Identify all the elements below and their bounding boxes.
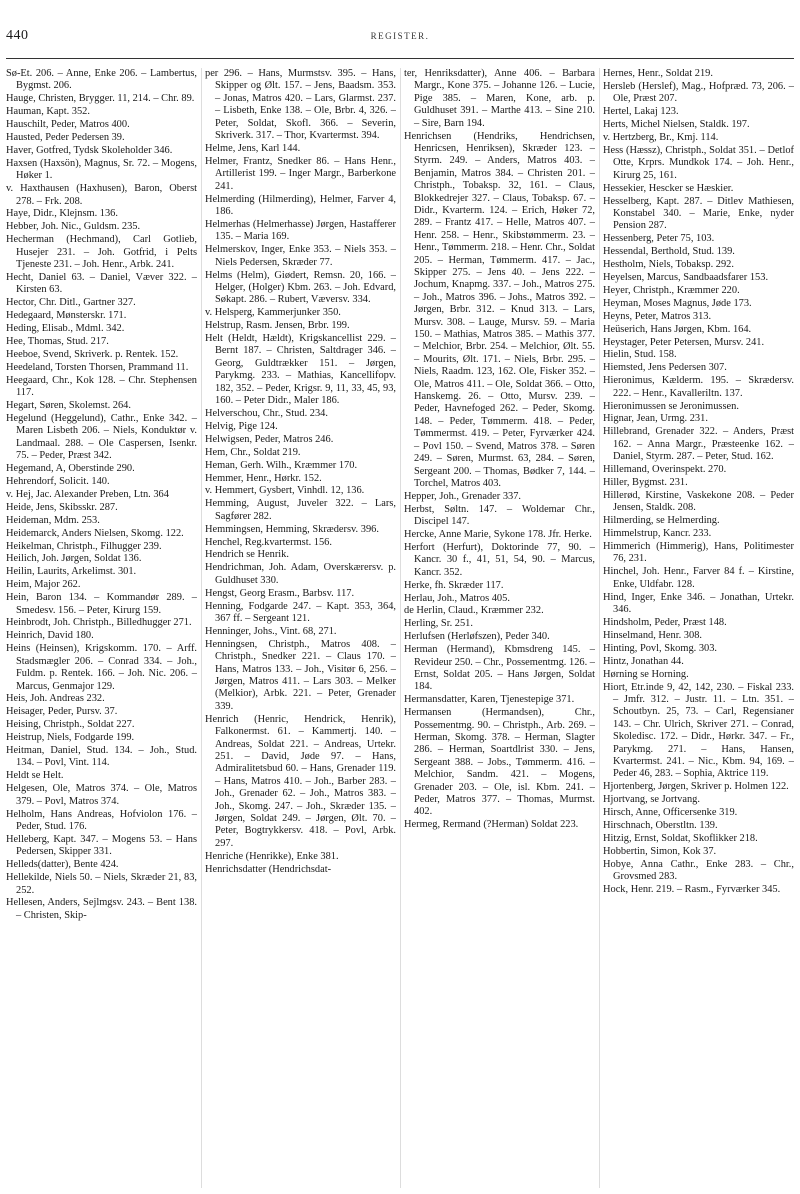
index-entry: Hesselberg, Kapt. 287. – Ditlev Mathiesen, Konstabel 340. – Marie, Enke, nyder Pension 287. [603,195,794,232]
index-entry: Heding, Elisab., Mdml. 342. [6,323,125,335]
header-rule [6,58,794,59]
index-entry: Heideman, Mdm. 253. [6,514,100,526]
index-entry: Hørning se Horning. [603,668,689,680]
index-entry: Heilich, Joh. Jørgen, Soldat 136. [6,553,142,565]
index-entry: Hillemand, Overinspekt. 270. [603,464,727,476]
index-entry: Hintz, Jonathan 44. [603,655,684,667]
index-entry: Helmerding (Hilmerding), Helmer, Farver 4, 186. [205,193,396,217]
index-entry: per 296. – Hans, Murmstsv. 395. – Hans, Skipper og Ølt. 157. – Jens, Baadsm. 353. – Jonas, Matros 420. – Lars, Glarmst. 237. – Lisbeth, Enke 138. – Ole, Brbr. 4, 326. – Peter, Soldat, Skofl. 366. – Severin, Skriverk. 317. – Thor, Kvartermst. 394. [205,68,396,142]
index-entry: Helms (Helm), Giødert, Remsn. 20, 166. – Helger, (Holger) Kbm. 263. – Joh. Edvard, Søkapt. 286. – Rubert, Væversv. 334. [205,269,396,306]
index-columns [6,68,794,1188]
index-entry: Hauman, Kapt. 352. [6,106,90,118]
index-entry: Himmelstrup, Kancr. 233. [603,528,712,540]
index-entry: ter, Henriksdatter), Anne 406. – Barbara Margr., Kone 375. – Johanne 126. – Lucie, Pige 385. – Maren, Kone, arb. p. Guldhuset 391. – Marthe 413. – Sine 210. – Sire, Barn 194. [404,68,595,129]
index-entry: Hobbertin, Simon, Kok 37. [603,845,717,857]
index-entry: Hegart, Søren, Skolemst. 264. [6,400,131,412]
index-entry: Heedeland, Torsten Thorsen, Prammand 11. [6,361,189,373]
index-entry: Hignar, Jean, Urmg. 231. [603,413,708,425]
index-entry: Hess (Hæssz), Christph., Soldat 351. – Detlof Otte, Krprs. Mundkok 174. – Joh. Henr., Kirurg 25, 161. [603,144,794,181]
index-entry: Helmer, Frantz, Snedker 86. – Hans Henr., Artillerist 199. – Inger Margr., Barberkone 241. [205,155,396,192]
index-entry: Hessendal, Berthold, Stud. 139. [603,246,735,258]
index-entry: Heins (Heinsen), Krigskomm. 170. – Arff. Stadsmægler 206. – Conrad 334. – Joh., Fuldm. p. Rentek. 166. – Joh. Nic. 206. – Marcus, Genmajor 129. [6,643,197,692]
index-entry: Hegemand, A, Oberstinde 290. [6,463,135,475]
index-entry: Helverschou, Chr., Stud. 234. [205,407,328,419]
index-entry: Hjortvang, se Jortvang. [603,794,700,806]
index-entry: v. Haxthausen (Haxhusen), Baron, Oberst 278. – Frk. 208. [6,183,197,207]
index-entry: Herfort (Herfurt), Doktorinde 77, 90. – Kancr. 30 f., 41, 51, 54, 90. – Marcus, Kancr. 352. [404,541,595,578]
index-entry: Henninger, Johs., Vint. 68, 271. [205,625,337,637]
index-entry: Helvig, Pige 124. [205,420,278,432]
index-entry: Herlufsen (Herløfszen), Peder 340. [404,631,550,643]
running-head: REGISTER. [370,31,430,41]
index-entry: Heikelman, Christph., Filhugger 239. [6,540,162,552]
index-entry: Herts, Michel Nielsen, Staldk. 197. [603,119,750,131]
index-entry: Hestholm, Niels, Tobaksp. 292. [603,259,734,271]
index-entry: Hiller, Bygmst. 231. [603,477,688,488]
index-entry: Heising, Christph., Soldat 227. [6,719,135,731]
index-entry: Hertel, Lakaj 123. [603,106,679,118]
index-entry: Hernes, Henr., Soldat 219. [603,68,713,79]
index-entry: Herman (Hermand), Kbmsdreng 145. – Revideur 250. – Chr., Possementmg. 126. – Ernst, Soldat 205. – Hans Jørgen, Soldat 184. [404,644,595,693]
index-entry: Herbst, Søltn. 147. – Woldemar Chr., Discipel 147. [404,503,595,528]
index-entry: Helmerskov, Inger, Enke 353. – Niels 353. – Niels Pedersen, Skræder 77. [205,244,396,268]
index-entry: Henrich (Henric, Hendrick, Henrik), Falkonermst. 61. – Kammertj. 140. – Andreas, Soldat 221. – Andreas, Urtekr. 251. – David, Jøde 97. – Hans, Admiralitetsbud 60. – Hans, Grenader 119. – Hans, Matros 410. – Joh., Barber 283. – Joh., Grenader 62. – Joh., Matros 383. – Joh., Skomg. 247. – Joh., Skræder 135. – Jørgen, Soldat 249. – Jørgen, Ølt. 70. – Peter, Bogtrykkersv. 418. – Povl, Arbk. 297. [205,713,396,849]
index-entry: Hecht, Daniel 63. – Daniel, Væver 322. – Kirsten 63. [6,272,197,296]
index-entry: Helt (Heldt, Hældt), Krigskancellist 229. – Bernt 187. – Christen, Saltdrager 346. – Georg, Guldtrækker 151. – Jørgen, Parykmg. 233. – Mathias, Kancellifорv. 182, 352. – Peder, Krigsr. 9, 11, 33, 45, 93, 160. – Peter Didr., Maler 186. [205,333,396,407]
index-entry: Heisager, Peder, Pursv. 37. [6,706,118,718]
index-entry: Hengst, Georg Erasm., Barbsv. 117. [205,587,355,599]
index-entry: Haver, Gotfred, Tydsk Skoleholder 346. [6,144,173,156]
index-entry: Hemmingsen, Hemming, Skrædersv. 396. [205,523,379,535]
index-entry: Haxsen (Haxsön), Magnus, Sr. 72. – Mogens, Høker 1. [6,157,197,182]
index-column-2 [201,68,396,1188]
page-number: 440 [6,28,29,43]
index-entry: Hessekier, Hescker se Hæskier. [603,182,734,194]
index-entry: Heide, Jens, Skibsskr. 287. [6,501,118,513]
index-entry: Hegelund (Heggelund), Cathr., Enke 342. – Maren Lisbeth 206. – Niels, Konduktør v. Landmaal. 288. – Ole Caspersen, Isenkr. 75. – Peder, Præst 342. [6,412,197,462]
index-entry: Hemmer, Henr., Hørkr. 152. [205,472,322,484]
index-entry: Hillebrand, Grenader 322. – Anders, Præst 162. – Anna Margr., Præsteenke 162. – Daniel, Styrm. 287. – Peter, Stud. 162. [603,426,794,463]
index-entry: Heim, Major 262. [6,579,81,591]
index-entry: Heistrup, Niels, Fodgarde 199. [6,732,135,744]
index-entry: Henchel, Reg.kvartermst. 156. [205,536,332,548]
index-entry: Hinting, Povl, Skomg. 303. [603,642,718,654]
index-entry: v. Hemmert, Gysbert, Vinhdl. 12, 136. [205,485,365,497]
index-entry: Hein, Baron 134. – Kommandør 289. – Smedesv. 156. – Peter, Kirurg 159. [6,592,197,616]
index-column-3 [400,68,595,1188]
index-entry: Hock, Henr. 219. – Rasm., Fyrværker 345. [603,884,781,895]
index-entry: Helme, Jens, Karl 144. [205,142,301,154]
index-entry: Hobye, Anna Cathr., Enke 283. – Chr., Grovsmed 283. [603,858,794,883]
index-entry: Hindsholm, Peder, Præst 148. [603,616,727,628]
index-entry: Herlau, Joh., Matros 405. [404,592,510,604]
index-entry: Hitzig, Ernst, Soldat, Skoflikker 218. [603,832,758,844]
index-entry: Henrichsdatter (Hendrichsdat- [205,863,332,875]
index-entry: Hendrichman, Joh. Adam, Overskærersv. p. Guldhuset 330. [205,562,396,586]
index-entry: Hebber, Joh. Nic., Guldsm. 235. [6,221,141,233]
index-entry: Helholm, Hans Andreas, Hofviolon 176. – Peder, Stud. 176. [6,808,197,832]
index-entry: Hielin, Stud. 158. [603,349,677,361]
index-entry: Hauge, Christen, Brygger. 11, 214. – Chr. 89. [6,93,195,105]
index-entry: Heman, Gerh. Wilh., Kræmmer 170. [205,459,358,471]
index-entry: Himmerich (Himmerig), Hans, Politimester 76, 231. [603,541,794,565]
index-entry: v. Helsperg, Kammerjunker 350. [205,307,341,319]
index-entry: Heüserich, Hans Jørgen, Kbm. 164. [603,323,752,335]
index-entry: Heis, Joh. Andreas 232. [6,693,105,705]
index-entry: Hilmerding, se Helmerding. [603,515,720,527]
index-entry: Heinbrodt, Joh. Christph., Billedhugger 271. [6,617,192,629]
index-entry: Hecherman (Hechmand), Carl Gotlieb, Husejer 231. – Joh. Gotfrid, i Pelts Tjeneste 231. – Joh. Henr., Arbk. 241. [6,234,197,271]
index-entry: v. Hertzberg, Br., Kmj. 114. [603,132,719,144]
index-entry: Hinchel, Joh. Henr., Farver 84 f. – Kirstine, Enke, Uldfabr. 128. [603,566,794,590]
index-entry: Hiort, Etr.inde 9, 42, 142, 230. – Fiskal 233. – Jmfr. 312. – Justr. 11. – Ltn. 351. – Schoutbyn. 25, 73. – Carl, Regensianer 143. – Chr. Ulrich, Skriver 271. – Conrad, Skoledisc. 172. – Didr., Hørkr. 347. – Fr., Parykmg. 271. – Hans, Hansen, Kvartermst. 241. – Nic., Kbm. 94, 169. – Peder 46, 283. – Sophia, Aktrice 119. [603,681,794,780]
index-entry: Heyelsen, Marcus, Sandbaadsfarer 153. [603,272,769,283]
index-entry: Hausted, Peder Pedersen 39. [6,132,125,144]
index-entry: Henning, Fodgarde 247. – Kapt. 353, 364, 367 ff. – Sergeant 121. [205,600,396,624]
index-entry: Hieronimus, Kælderm. 195. – Skrædersv. 222. – Henr., Kavalleriltn. 137. [603,375,794,399]
index-entry: Heldt se Helt. [6,770,64,782]
index-entry: Hauschilt, Peder, Matros 400. [6,119,130,131]
index-entry: Hector, Chr. Ditl., Gartner 327. [6,297,136,309]
index-entry: Hercke, Anne Marie, Sykone 178. Jfr. Herke. [404,529,592,541]
index-entry: Hieronimussen se Jeronimussen. [603,400,739,412]
index-entry: Hermansdatter, Karen, Tjenestepige 371. [404,694,575,706]
index-entry: Hendrich se Henrik. [205,549,289,561]
index-entry: Hermansen (Hermandsen), Chr., Possementmg. 90. – Christph., Arb. 269. – Herman, Skomg. 378. – Herman, Slagter 286. – Herman, Soartdlrist 330. – Jens, Sergeant 388. – Jobs., Tømmerm. 416. – Melchior, Sandm. 421. – Mogens, Grenader 203. – Ole, isl. Kbm. 241. – Peder, Matros 377. – Thomas, Murmst. 402. [404,707,595,818]
index-entry: Henningsen, Christph., Matros 408. – Christph., Snedker 221. – Claus 170. – Hans, Matros 133. – Joh., Visitør 6, 256. – Jørgen, Matros 411. – Lars 303. – Melker (Melkior), Arbk. 221. – Peter, Grenader 339. [205,638,396,712]
index-entry: Heyer, Christph., Kræmmer 220. [603,284,740,296]
index-entry: Heitman, Daniel, Stud. 134. – Joh., Stud. 134. – Povl, Vint. 114. [6,745,197,769]
index-column-1 [6,68,197,1188]
index-entry: Herslеb (Herslef), Mag., Hofpræd. 73, 206. – Ole, Præst 207. [603,80,794,105]
index-entry: Herling, Sr. 251. [404,618,473,630]
index-entry: de Herlin, Claud., Kræmmer 232. [404,605,544,617]
index-entry: Heinrich, David 180. [6,630,94,642]
index-entry: Hinselmand, Henr. 308. [603,629,702,641]
index-entry: Hillerød, Kirstine, Vaskekone 208. – Peder Jensen, Staldk. 208. [603,489,794,514]
index-entry: Hemming, August, Juveler 322. – Lars, Sagfører 282. [205,498,396,522]
index-column-4 [599,68,794,1188]
index-entry: Hirsch, Anne, Officersenke 319. [603,807,738,819]
index-entry: Haye, Didr., Klejnsm. 136. [6,208,118,220]
index-entry: Helleds(datter), Bente 424. [6,859,119,871]
index-entry: Hellekilde, Niels 50. – Niels, Skræder 21, 83, 252. [6,872,197,896]
index-entry: Heystager, Peter Petersen, Mursv. 241. [603,336,765,348]
index-entry: Hiemsted, Jens Pedersen 307. [603,362,727,374]
index-entry: Hind, Inger, Enke 346. – Jonathan, Urtekr. 346. [603,591,794,616]
index-entry: Hepper, Joh., Grenader 337. [404,490,522,502]
index-entry: Henrichsen (Hendriks, Hendrichsen, Henricsen, Henriksen), Skræder 123. – Styrm. 249. – Anders, Matros 403. – Benjamin, Matros 384. – Christen 201. – Christph., Tobaksp. 32, 161. – Claus, Blokkedrejer 327. – Claus, Tobaksp. 67. – Didr., Kvarterm. 124. – Erich, Høker 72, 289. – Frantz 417. – Helle, Matros 407. – Henr. 258. – Henr., Skibstømmerm. 23. – Henr., Tømmerm. 218. – Henr. Chr., Soldat 205. – Herman, Tømmerm. 417. – Jac., Skipper 275. – Jens 40. – Jens 222. – Jochum, Knapmg. 337. – Joh., Matros 275. – Joh., Matros 396. – Johs., Matros 392. – Jørgen, Brbr. 312. – Knud 313. – Lars, Mursv. 308. – Lauge, Mursv. 59. – Maria 150. – Mathias, Matros 385. – Mathis 377. – Melchior, Brbr. 254. – Melchior, Ølt. 55. – Mourits, Ølt. 171. – Niels, Brbr. 295. – Niels, Raadm. 123, 162. Ole, Fisker 352. – Ole, Matros 411. – Ole, Soldat 366. – Otto, Hanskemg. 26. – Otto, Mursv. 239. – Peder, Havnefoged 262. – Peder, Skomg. 148. – Peder, Tømmerm. 418. – Peder, Tømmermst. 419. – Peter, Fyrværker 424. – Povl 150. – Svend, Matros 378. – Søren 249. – Søren, Murmst. 63, 284. – Søren, Sergeant 200. – Thomas, Bødker 7, 144. – Torchel, Matros 403. [404,130,595,489]
page-header [6,28,794,48]
index-entry: Helwigsen, Peder, Matros 246. [205,433,334,445]
index-entry: v. Hej, Jac. Alexander Preben, Ltn. 364 [6,488,169,500]
index-entry: Hirschnach, Oberstltn. 139. [603,819,718,831]
index-entry: Heeboe, Svend, Skriverk. p. Rentek. 152. [6,348,179,360]
index-entry: Heyns, Peter, Matros 313. [603,310,712,322]
index-entry: Herke, fh. Skræder 117. [404,579,504,591]
index-entry: Helmerhas (Helmerhasse) Jørgen, Hastafferer 135. – Maria 169. [205,218,396,243]
index-entry: Hehrendorf, Solicit. 140. [6,476,110,487]
index-entry: Sø-Et. 206. – Anne, Enke 206. – Lambertus, Bygmst. 206. [6,68,197,92]
index-entry: Heilin, Laurits, Arkelimst. 301. [6,566,137,578]
index-entry: Hessenberg, Peter 75, 103. [603,233,715,245]
index-entry: Heidemarck, Anders Nielsen, Skomg. 122. [6,527,184,539]
index-entry: Heyman, Moses Magnus, Jøde 173. [603,297,752,309]
index-entry: Helstrup, Rasm. Jensen, Brbr. 199. [205,320,350,332]
index-entry: Hem, Chr., Soldat 219. [205,446,301,458]
index-entry: Henriche (Henrikke), Enke 381. [205,850,339,862]
index-entry: Hedegaard, Mønsterskr. 171. [6,310,127,322]
index-entry: Helgesen, Ole, Matros 374. – Ole, Matros 379. – Povl, Matros 374. [6,783,197,807]
index-entry: Helleberg, Kapt. 347. – Mogens 53. – Hans Pedersen, Skipper 331. [6,833,197,858]
index-entry: Hellesen, Anders, Sejlmgsv. 243. – Bent 138. – Christen, Skip- [6,897,197,921]
index-entry: Hjortenberg, Jørgen, Skriver p. Holmen 122. [603,781,789,793]
index-entry: Heegaard, Chr., Kok 128. – Chr. Stephensen 117. [6,374,197,399]
index-entry: Hee, Thomas, Stud. 217. [6,336,109,348]
index-entry: Hermeg, Rermand (?Herman) Soldat 223. [404,819,579,831]
